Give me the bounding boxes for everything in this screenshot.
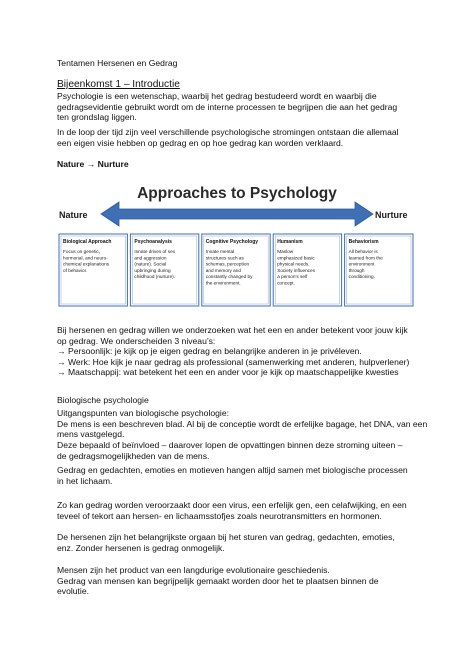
approach-box-text: the environment.	[205, 280, 241, 286]
approach-box-text: childhood (nurture).	[134, 274, 176, 280]
approach-box-text: upbringing during	[134, 267, 171, 273]
influence-paragraph	[57, 440, 425, 461]
diagram-nature-label: Nature	[59, 210, 88, 220]
text-line: gedragsevidentie gebruikt wordt om de interne processen te begrijpen die aan het gedrag	[57, 101, 398, 112]
approach-box-heading: Behaviorism	[348, 239, 379, 245]
approach-box-text: physical needs.	[277, 261, 310, 267]
approach-box-text: and aggression	[134, 255, 167, 261]
text-line: Zo kan gedrag worden veroorzaakt door een virus, een erfelijk gen, een celafwijking, en een	[57, 500, 407, 510]
text-line: Mensen zijn het product van een langdurige evolutionaire geschiedenis.	[57, 565, 330, 575]
document-title: Tentamen Hersenen en Gedrag	[57, 58, 178, 68]
approach-box-text: schemas, perception	[205, 261, 250, 267]
text-line: Bij hersenen en gedrag willen we onderzoeken wat het een en ander betekent voor jouw kijk	[57, 325, 408, 335]
approach-box-text: through	[348, 267, 365, 273]
approach-box-text: and memory and	[205, 267, 241, 273]
text-line: teveel of tekort aan hersen- en lichaamsstofjes zoals neurotransmitters en hormonen.	[57, 510, 382, 521]
list-item: → Werk: Hoe kijk je naar gedrag als professional (samenwerking met anderen, hulpverlener)	[57, 356, 410, 367]
text-line: De hersenen zijn het belangrijkste orgaan bij het sturen van gedrag, gedachten, emoties,	[57, 532, 395, 542]
approach-box-heading: Biological Approach	[63, 239, 112, 245]
text-line: in het lichaam.	[57, 475, 113, 486]
text-line: Gedrag van mensen kan begrijpelijk gemaakt worden door het te plaatsen binnen de	[57, 575, 379, 586]
emotion-paragraph	[57, 465, 425, 486]
text-line: een eigen visie hebben op gedrag en op hoe gedrag kan worden verklaard.	[57, 137, 344, 148]
approach-box-heading: Psychoanalysis	[134, 239, 172, 245]
text-line: In de loop der tijd zijn veel verschillende psychologische stromingen ontstaan die allemaal	[57, 127, 399, 137]
levels-paragraph	[57, 325, 425, 378]
approach-box-heading: Cognitive Psychology	[205, 239, 259, 245]
approach-box	[273, 234, 341, 306]
approach-box-heading: Humanism	[277, 239, 303, 245]
approach-box	[345, 234, 413, 306]
list-item: → Maatschappij: wat betekent het een en ander voor je kijk op maatschappelijke kwesties	[57, 367, 399, 378]
approach-box-text: of behavior.	[63, 267, 88, 273]
nurture-label: Nurture	[97, 159, 129, 169]
approach-box-text: Maslow	[277, 249, 294, 254]
approach-box-text: Innate drives of sex	[134, 249, 176, 254]
nature-nurture-heading	[57, 159, 425, 170]
diagram-title: Approaches to Psychology	[137, 185, 337, 202]
approach-box-text: a person’s self	[277, 274, 308, 280]
history-paragraph	[57, 127, 425, 148]
approach-box-text: environment	[348, 261, 375, 267]
text-line: mens vastgelegd.	[57, 429, 125, 440]
approach-box-text: (nature). Social	[134, 261, 167, 267]
text-line: Psychologie is een wetenschap, waarbij het gedrag bestudeerd wordt en waarbij die	[57, 91, 377, 101]
intro-paragraph	[57, 91, 425, 123]
approach-box	[202, 234, 270, 306]
section-heading: Bijeenkomst 1 – Introductie	[57, 79, 180, 90]
approach-box-text: conditioning.	[348, 274, 375, 280]
approach-box	[130, 234, 198, 306]
nature-nurture-arrow-icon	[101, 202, 373, 226]
diagram-nurture-label: Nurture	[375, 210, 408, 220]
text-line: ten grondslag liggen.	[57, 112, 137, 123]
text-line: de gedragsmogelijkheden van de mens.	[57, 450, 210, 461]
approach-box-text: learned from the	[348, 255, 383, 261]
evolution-paragraph	[57, 565, 425, 597]
approach-box-text: Focus on genetic,	[63, 249, 101, 254]
approach-box-text: structures such as	[205, 255, 244, 261]
approach-box-text: constantly changed by	[205, 274, 253, 280]
text-line: Deze bepaald of beïnvloed – daarover lopen de opvattingen binnen deze stroming uiteen –	[57, 440, 403, 450]
text-line: Gedrag en gedachten, emoties en motieven hangen altijd samen met biologische processen	[57, 465, 408, 475]
approach-box	[59, 234, 127, 306]
approach-box-text: emphasized basic	[277, 255, 315, 261]
nature-label: Nature	[57, 159, 85, 169]
list-item: → Persoonlijk: je kijk op je eigen gedrag en belangrijke anderen in je privéleven.	[57, 346, 362, 357]
approach-box-text: Society influences	[277, 267, 315, 273]
approaches-diagram	[57, 178, 417, 310]
text-line: De mens is een beschreven blad. Al bij de conceptie wordt de erfelijke bagage, het DNA, van een	[57, 418, 428, 429]
right-arrow-icon: →	[86, 159, 96, 169]
text-line: enz. Zonder hersenen is gedrag onmogelijk.	[57, 542, 225, 553]
approach-box-text: hormonal, and neuro-	[63, 255, 108, 261]
approach-box-text: concept.	[277, 280, 295, 286]
approach-box-text: chemical explanations	[63, 261, 110, 267]
brain-paragraph	[57, 532, 425, 553]
approach-box-text: Innate mental	[205, 249, 235, 254]
approach-box-text: All behavior is	[348, 249, 378, 254]
virus-paragraph	[57, 500, 425, 521]
text-line: op gedrag. We onderscheiden 3 niveau’s:	[57, 335, 216, 346]
bio-heading: Biologische psychologie	[57, 395, 149, 405]
text-line: Uitgangspunten van biologische psychologie:	[57, 408, 229, 418]
bio-paragraph	[57, 408, 428, 440]
text-line: evolutie.	[57, 586, 90, 597]
